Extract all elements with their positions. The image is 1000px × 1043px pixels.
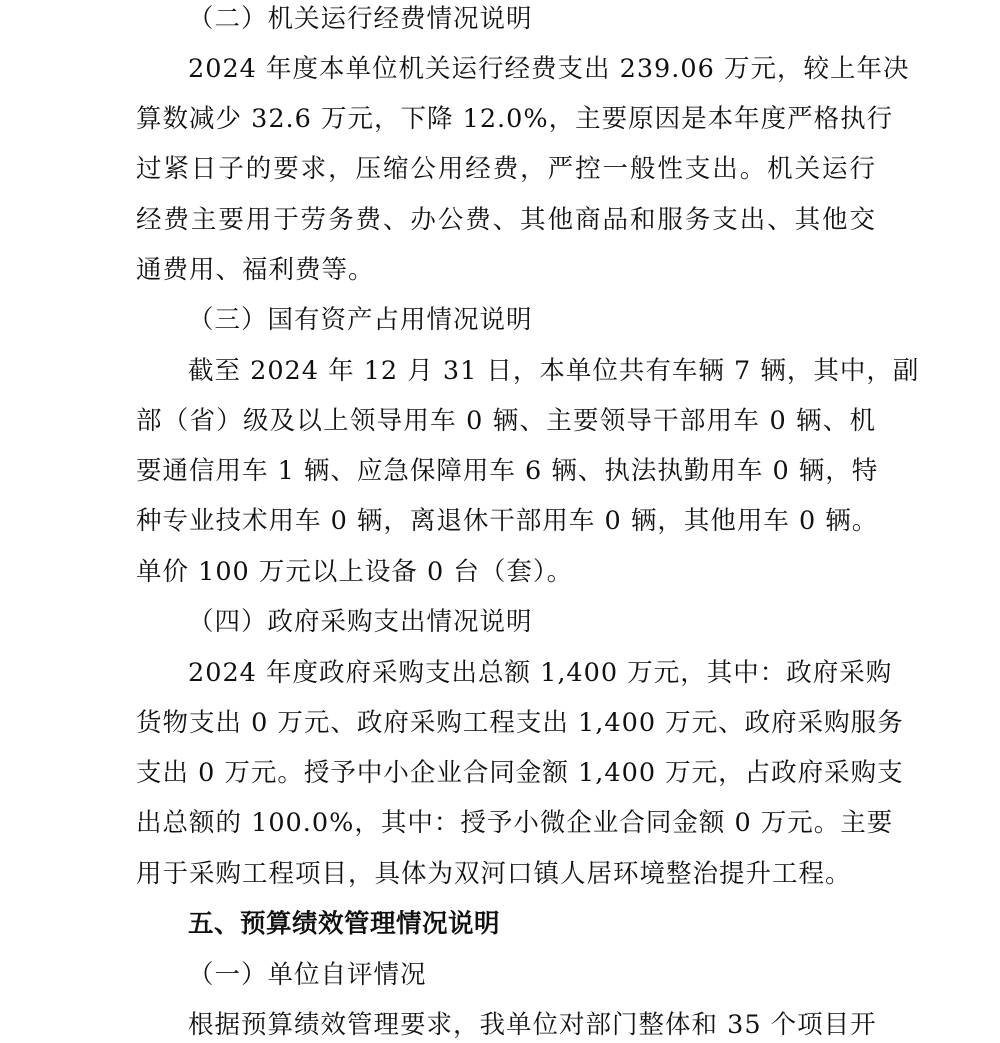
paragraph-line: 经费主要用于劳务费、办公费、其他商品和服务支出、其他交 xyxy=(136,205,876,235)
paragraph-line: 根据预算绩效管理要求，我单位对部门整体和 35 个项目开 xyxy=(188,1010,877,1040)
paragraph-line: 种专业技术用车 0 辆，离退休干部用车 0 辆，其他用车 0 辆。 xyxy=(136,506,879,536)
paragraph-line: 支出 0 万元。授予中小企业合同金额 1,400 万元，占政府采购支 xyxy=(136,758,904,788)
paragraph-line: 2024 年度本单位机关运行经费支出 239.06 万元，较上年决 xyxy=(188,54,910,84)
paragraph-line: 截至 2024 年 12 月 31 日，本单位共有车辆 7 辆，其中，副 xyxy=(188,356,920,386)
section-heading-state-assets: （三）国有资产占用情况说明 xyxy=(188,305,533,335)
paragraph-line: 出总额的 100.0%，其中：授予小微企业合同金额 0 万元。主要 xyxy=(136,808,894,838)
paragraph-line: 货物支出 0 万元、政府采购工程支出 1,400 万元、政府采购服务 xyxy=(136,708,904,738)
paragraph-line: 单价 100 万元以上设备 0 台（套）。 xyxy=(136,557,574,587)
paragraph-line: 2024 年度政府采购支出总额 1,400 万元，其中：政府采购 xyxy=(188,658,893,688)
section-heading-admin-expenses: （二）机关运行经费情况说明 xyxy=(188,4,533,34)
section-heading-self-evaluation: （一）单位自评情况 xyxy=(188,960,427,990)
paragraph-line: 通费用、福利费等。 xyxy=(136,255,375,285)
paragraph-line: 过紧日子的要求，压缩公用经费，严控一般性支出。机关运行 xyxy=(136,154,876,184)
paragraph-line: 算数减少 32.6 万元，下降 12.0%，主要原因是本年度严格执行 xyxy=(136,104,894,134)
chapter-heading-performance: 五、预算绩效管理情况说明 xyxy=(188,909,501,939)
paragraph-line: 部（省）级及以上领导用车 0 辆、主要领导干部用车 0 辆、机 xyxy=(136,406,876,436)
paragraph-line: 用于采购工程项目，具体为双河口镇人居环境整治提升工程。 xyxy=(136,859,852,889)
paragraph-line: 要通信用车 1 辆、应急保障用车 6 辆、执法执勤用车 0 辆，特 xyxy=(136,456,879,486)
section-heading-procurement: （四）政府采购支出情况说明 xyxy=(188,607,533,637)
